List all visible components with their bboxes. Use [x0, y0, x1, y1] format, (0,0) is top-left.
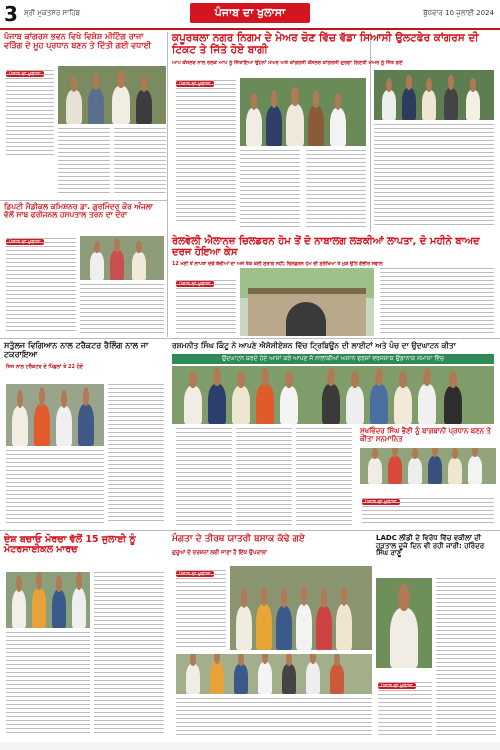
story-headline: ਡਿਪਟੀ ਮੈਡੀਕਲ ਕਮਿਸ਼ਨਰ ਡਾ. ਗੁਰਮਿੰਦਰ ਕੌਰ ਅੰਜਲਾ ਵੱਲੋਂ ਸਾਬ ਫਰੀਜਨਲ ਹਸਪਤਾਲ ਤਰਨ ਦਾ ਦੌਰਾ	[4, 202, 153, 220]
story-body-text	[380, 268, 494, 336]
news-photo	[58, 66, 166, 124]
story-subhead: ਆਪ ਕੌਂਸਲਰ ਨਾਲ ਰਲਕੇ ਆਪ ਨੂੰ ਜਿੱਤਾਇਆ ਉਹਨਾਂ ਮੇਅਰ ਅਤੇ ਕਾਂਗਰਸੀ ਕੌਂਸਲਰ ਕਾਂਗਰਸੀ ਦੁਰਗਾ ਗਿਣਤੀ ਮੇਅਰ ਨੂੰ ਜਿੱਤ ਗਏ	[172, 60, 403, 66]
story-subhead: 12 ਮਈ ਤੋਂ ਲਾਪਤਾ ਦੋਵੇਂ ਬੱਚੀਆਂ ਦਾ ਅਜੇ ਤੱਕ ਕੋਈ ਸੁਰਾਗ ਨਹੀਂ; ਚਿਲਡਰਨ ਹੋਮ ਦੀ ਸੁਰੱਖਿਆ ਤੇ ਮੁੜ ਉੱਠੇ ਗੰਭੀਰ ਸਵਾਲ	[172, 262, 383, 267]
story-body-text	[80, 284, 164, 336]
story-headline: ਦੇਸ਼ ਬਚਾਓ ਮੋਰਚਾ ਵੱਲੋਂ 15 ਜੁਲਾਈ ਨੂੰ ਮੋਟਰਸਾਈਕਲ ਮਾਰਚ	[4, 534, 136, 556]
news-photo-group	[172, 366, 494, 424]
story-body-text	[6, 450, 104, 526]
news-photo-group	[230, 566, 372, 650]
story-body-text	[240, 150, 300, 230]
news-photo	[6, 572, 90, 628]
photo-caption-bar: ਉਦਘਾਟਨ ਕਰਦੇ ਹੋਏ ਆਸਾਂ ਕਰੇ ਆਪਣ ਜੋ ਨਾਲਾਂਕੀਆਂ ਅਸਾਨ ਫਰਸ਼ਾਂ ਵਰਸਸਾਕ ਉਡਾਨਾਕ ਸਮਾਸਾ ਵਿੱਚ	[172, 354, 494, 364]
story-body-text	[58, 128, 110, 198]
news-photo	[6, 384, 104, 446]
story-body-text	[362, 498, 494, 528]
section-rule	[0, 530, 500, 531]
news-photo	[360, 448, 496, 484]
story-headline: ਕਪੂਰਥਲਾ ਨਗਰ ਨਿਗਮ ਦੇ ਮੇਅਰ ਚੋਣ ਵਿੱਚ ਵੱਡਾ ਸਿਆਸੀ ਉਲਟਫੇਰ ਕਾਂਗਰਸ ਦੀ ਟਿਕਟ ਤੇ ਜਿੱਤੇ ਹੋਏ ਬਾਗੀ	[172, 32, 479, 56]
section-rule	[0, 200, 167, 201]
story-body-text	[6, 70, 54, 160]
story-headline: ਪੰਜਾਬ ਕਾਂਗਰਸ ਭਵਨ ਵਿਖੇ ਵਿਸ਼ੇਸ਼ ਮੀਟਿੰਗ ਰਾਜਾ ਵੜਿੰਗ ਦੇ ਮੂਹ ਪ੍ਰਧਾਨ ਬਣਨ ਤੇ ਦਿੱਤੀ ਗਈ ਵਧਾਈ	[4, 32, 152, 50]
page-number: 3	[4, 2, 18, 26]
masthead	[0, 0, 500, 30]
story-body-text	[296, 428, 352, 528]
news-photo-gate	[240, 268, 374, 336]
story-body-text	[176, 570, 226, 650]
date-line: ਬੁੱਧਵਾਰ 10 ਜੁਲਾਈ 2024	[423, 9, 494, 17]
news-photo	[240, 78, 366, 146]
story-body-text	[6, 632, 90, 738]
news-photo	[80, 236, 164, 280]
story-body-text	[236, 428, 292, 528]
story-body-text	[374, 124, 494, 230]
news-photo-portrait	[376, 578, 432, 668]
section-rule	[0, 338, 500, 339]
news-photo	[374, 70, 494, 120]
page-footer	[0, 742, 500, 750]
story-body-text	[94, 572, 164, 738]
story-headline: ਰਸ਼ਮਨੀਤ ਸਿੰਘ ਕਿੰਟੂ ਨੇ ਆਪਣੇ ਐਸੋਸੀਏਸ਼ਨ ਵਿੱਚ ਟ੍ਰਿਬਿਊਨ ਦੀ ਲਾਈਟਾਂ ਅਤੇ ਪੰਚ ਦਾ ਉਦਘਾਟਨ ਕੀਤਾ	[172, 341, 456, 350]
story-headline: LADC ਲੀਡੀ ਦੇ ਵਿਰੋਧ ਵਿੱਚ ਵਕੀਲਾਂ ਦੀ ਹੜਤਾਲ ਦੂਜੇ ਦਿਨ ਵੀ ਰਹੀ ਜਾਰੀ: ਹਰਿੰਦਰ ਸਿੰਘ ਰਾਣੂ	[376, 534, 485, 558]
story-body-text	[114, 128, 166, 198]
story-body-text	[6, 238, 76, 336]
story-body-text	[176, 280, 236, 336]
section-title: ਪੰਜਾਬ ਦਾ ਖੁਲਾਸਾ	[190, 3, 310, 23]
story-headline: ਮੰਗਤਾ ਦੇ ਤੀਰਥ ਯਾਤਰੀ ਬਸਾਕ ਕੱਢੇ ਗਏ	[172, 534, 305, 544]
story-headline: ਰੇਲਵੇਲੀ ਐਲਾਨਜ਼ ਚਿਲਡਰਨ ਹੋਮ ਤੋਂ ਦੋ ਨਾਬਾਲਗ ਲੜਕੀਆਂ ਲਾਪਤਾ, ਦੋ ਮਹੀਨੇ ਬਾਅਦ ਦਰਜ ਹੋਇਆ ਕੇਸ	[172, 236, 480, 258]
news-photo	[176, 654, 372, 694]
story-body-text	[176, 698, 372, 738]
story-body-text	[108, 384, 164, 526]
story-body-text	[176, 428, 232, 528]
story-subhead: ਜਿਸ ਨਾਲ ਟਰੈਕਟਰ ਦੇ ਪਿੱਛਲਾਂ ਤੇ 22 ਹੋਏ	[6, 364, 84, 370]
story-body-text	[436, 578, 496, 738]
column-rule	[167, 32, 168, 337]
story-body-text	[378, 682, 432, 738]
story-headline: ਸਤੁੱਲਜ ਵਿਗਿਆਨ ਨਾਲ ਟਰੈਕਟਰ ਰੈਲਿੰਗ ਨਾਲ ਜਾ ਟਕਰਾਇਆ	[4, 341, 149, 359]
story-body-text	[306, 150, 366, 230]
story-body-text	[176, 80, 236, 230]
publication-name: ਸ਼੍ਰੀ ਮੁਕਤਸਰ ਸਾਹਿਬ	[24, 9, 81, 17]
story-subhead: ਗੁਰੂਆਂ ਦੇ ਦਰਸ਼ਨਾਂ ਲਈ ਜਾਣਾ ਹੈ ਇੱਕ ਉਪਰਾਲਾ	[172, 550, 267, 556]
story-headline: ਸੁਖਵਿੰਦਰ ਸਿੰਘ ਭੈਣੀ ਨੂੰ ਬਾਗਬਾਨੀ ਪ੍ਰਧਾਨ ਬਣਨ ਤੇ ਕੀਤਾ ਸਨਮਾਨਿਤ	[360, 427, 491, 443]
